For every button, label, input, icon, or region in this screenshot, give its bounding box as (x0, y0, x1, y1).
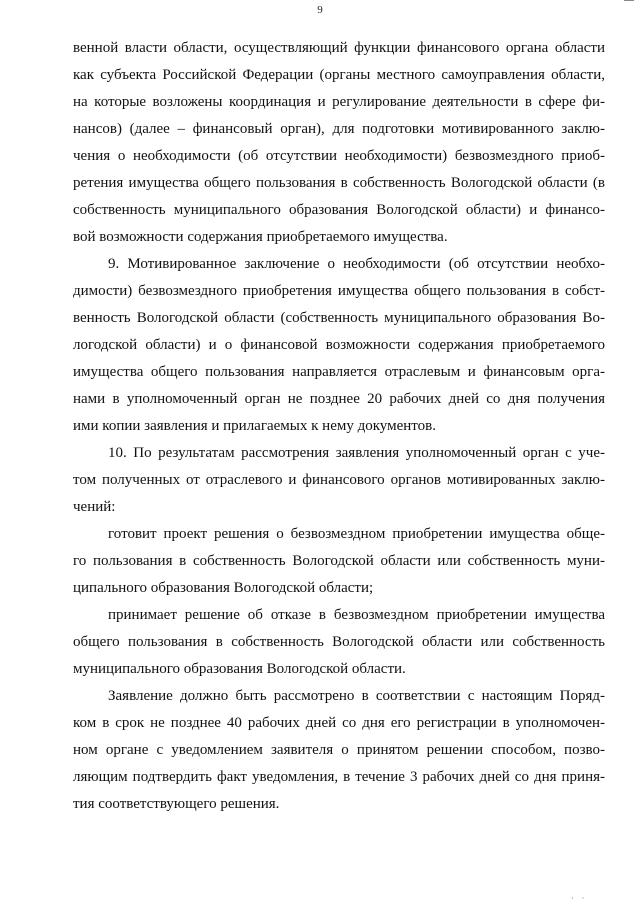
text-line: венность Вологодской области (собственность муниципального образования Во- (73, 310, 605, 326)
text-line: ретения имущества общего пользования в собственность Вологодской области (в (73, 175, 605, 191)
text-line: нами в уполномоченный орган не позднее 20 рабочих дней со дня получения (73, 391, 605, 407)
text-line: имущества общего пользования направляется отраслевым и финансовым орга- (73, 364, 605, 380)
text-line: тия соответствующего решения. (73, 796, 280, 812)
text-line: ципального образования Вологодской области; (73, 580, 374, 596)
text-line: ком в срок не позднее 40 рабочих дней со дня его регистрации в уполномочен- (73, 715, 605, 731)
text-line: 10. По результатам рассмотрения заявления уполномоченный орган с уче- (108, 445, 605, 461)
text-line: общего пользования в собственность Вологодской области или собственность (73, 634, 605, 650)
text-line: Заявление должно быть рассмотрено в соответствии с настоящим Поряд- (108, 688, 605, 704)
text-line: том полученных от отраслевого и финансового органов мотивированных заклю- (73, 472, 605, 488)
text-line: принимает решение об отказе в безвозмездном приобретении имущества (108, 607, 605, 623)
text-line: 9. Мотивированное заключение о необходимости (об отсутствии необхо- (108, 256, 605, 272)
text-line: ном органе с уведомлением заявителя о принятом решении способом, позво- (73, 742, 605, 758)
text-line: собственность муниципального образования Вологодской области) и финансо- (73, 202, 605, 218)
text-line: венной власти области, осуществляющий функции финансового органа области (73, 40, 605, 56)
text-line: как субъекта Российской Федерации (органы местного самоуправления области, (73, 67, 605, 83)
text-line: вой возможности содержания приобретаемого имущества. (73, 229, 448, 245)
text-line: готовит проект решения о безвозмездном приобретении имущества обще- (108, 526, 605, 542)
text-line: логодской области) и о финансовой возможности содержания приобретаемого (73, 337, 605, 353)
text-line: муниципального образования Вологодской области. (73, 661, 406, 677)
scan-bottom-mark: · · (571, 894, 588, 903)
page-number: 9 (317, 4, 323, 16)
text-line: чений: (73, 499, 116, 515)
text-line: чения о необходимости (об отсутствии необходимости) безвозмездного приоб- (73, 148, 605, 164)
text-line: димости) безвозмездного приобретения имущества общего пользования в собст- (73, 283, 605, 299)
text-line: ими копии заявления и прилагаемых к нему документов. (73, 418, 436, 434)
text-line: на которые возложены координация и регулирование деятельности в сфере фи- (73, 94, 605, 110)
text-line: нансов) (далее – финансовый орган), для подготовки мотивированного заклю- (73, 121, 605, 137)
text-line: ляющим подтвердить факт уведомления, в течение 3 рабочих дней со дня приня- (73, 769, 605, 785)
text-line: го пользования в собственность Вологодской области или собственность муни- (73, 553, 605, 569)
